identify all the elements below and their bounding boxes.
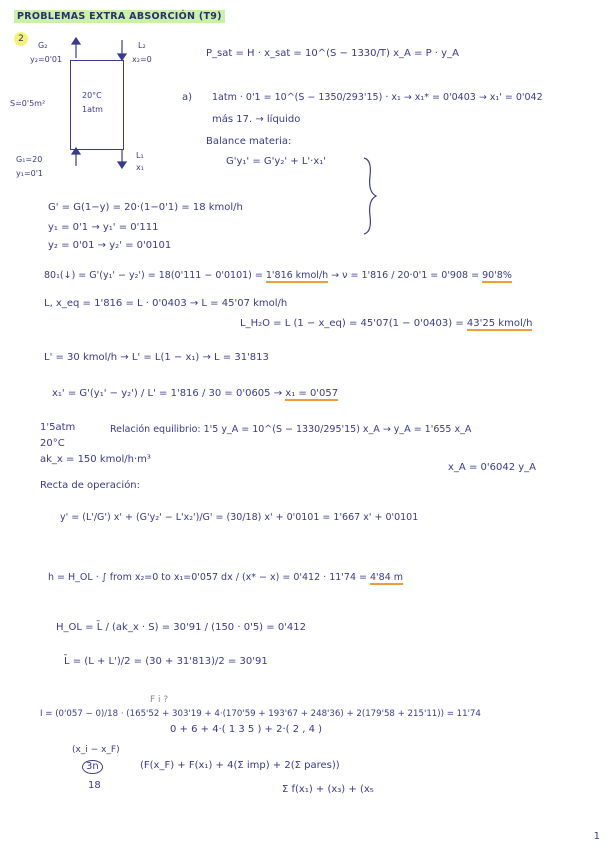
equation-part: 80₁(↓) = G'(y₁' − y₂') = 18(0'111 − 0'0101) = — [44, 270, 263, 281]
diagram-label: y₂=0'01 — [30, 55, 63, 64]
brace — [360, 156, 380, 236]
operation-line: y' = (L'/G') x' + (G'y₂' − L'x₂')/G' = (30/18) x' + 0'0101 = 1'667 x' + 0'0101 — [60, 512, 419, 523]
part-label: a) — [182, 92, 193, 103]
note-line: (F(x_F) + F(x₁) + 4(Σ imp) + 2(Σ pares)) — [140, 760, 340, 771]
equation-part: x₁' = G'(y₁' − y₂') / L' = 1'816 / 30 = 0'0605 → — [52, 388, 283, 399]
diagram-label: L₁ — [136, 151, 144, 160]
condition-line: 1'5atm — [40, 422, 76, 433]
equation-line: H_OL = L̄ / (ak_x · S) = 30'91 / (150 · 0'5) = 0'412 — [56, 622, 307, 633]
equation-line — [48, 572, 403, 584]
equation-line: 1atm · 0'1 = 10^(S − 1350/293'15) · x₁ → x₁* = 0'0403 → x₁' = 0'042 — [212, 92, 543, 103]
equation-line: G'y₁' = G'y₂' + L'·x₁' — [226, 156, 326, 167]
equation-line: L, x_eq = 1'816 = L · 0'0403 → L = 45'07 kmol/h — [44, 298, 288, 309]
condition-line: ak_x = 150 kmol/h·m³ — [40, 454, 151, 465]
section-heading: Recta de operación: — [40, 480, 141, 491]
problem-number: 2 — [14, 32, 28, 46]
circled-note: 3n — [82, 760, 103, 774]
diagram-label: L₂ — [138, 41, 146, 50]
equation-part: h = H_OL · ∫ from x₂=0 to x₁=0'057 dx / (x* − x) = 0'412 · 11'74 = — [48, 572, 367, 583]
equation-line: G' = G(1−y) = 20·(1−0'1) = 18 kmol/h — [48, 202, 243, 213]
diagram-label: S=0'5m² — [10, 99, 46, 108]
integral-line: I = (0'057 − 0)/18 · (165'52 + 303'19 + 4·(170'59 + 193'67 + 248'36) + 2(179'58 + 215'11)) = 11'74 — [40, 709, 481, 719]
text-line: más 17. → líquido — [212, 114, 301, 125]
diagram-label: G₁=20 — [16, 155, 43, 164]
highlighted-result: x₁ = 0'057 — [285, 388, 339, 399]
highlighted-result: 1'816 kmol/h — [265, 270, 329, 281]
equilibrium-line: x_A = 0'6042 y_A — [448, 462, 536, 473]
equation-psat: P_sat = H · x_sat = 10^(S − 1330/T) x_A = P · y_A — [206, 48, 459, 59]
equation-part: → ν = 1'816 / 20·0'1 = 0'908 = — [331, 270, 480, 281]
diagram-label: 1atm — [82, 105, 103, 114]
note-line — [82, 760, 103, 774]
diagram-label: x₁ — [136, 163, 144, 172]
equation-line: L̄ = (L + L')/2 = (30 + 31'813)/2 = 30'91 — [64, 656, 268, 667]
highlighted-result: 4'84 m — [370, 572, 404, 583]
diagram-label: G₂ — [38, 41, 48, 50]
annotation-line: 0 + 6 + 4·( 1 3 5 ) + 2·( 2 , 4 ) — [170, 724, 323, 735]
equation-line — [52, 388, 338, 400]
note-line: Σ f(x₁) + (x₃) + (x₅ — [282, 784, 374, 795]
equation-part: L_H₂O = L (1 − x_eq) = 45'07(1 − 0'0403) = — [240, 318, 464, 329]
diagram-label: x₂=0 — [132, 55, 152, 64]
highlighted-result: 43'25 kmol/h — [466, 318, 533, 329]
highlighted-result: 90'8% — [482, 270, 512, 281]
flow-arrows — [0, 0, 200, 190]
equation-line: y₁ = 0'1 → y₁' = 0'111 — [48, 222, 159, 233]
diagram-label: y₁=0'1 — [16, 169, 44, 178]
condition-line: 20°C — [40, 438, 65, 449]
note-line: 18 — [88, 780, 101, 791]
equation-line — [44, 270, 512, 282]
equilibrium-line: Relación equilibrio: 1'5 y_A = 10^(S − 1330/295'15) x_A → y_A = 1'655 x_A — [110, 424, 472, 435]
annotation: F i ? — [150, 695, 169, 705]
page-number: 1 — [593, 831, 600, 842]
equation-line — [240, 318, 532, 330]
text-line: Balance materia: — [206, 136, 292, 147]
equation-line: L' = 30 kmol/h → L' = L(1 − x₁) → L = 31'813 — [44, 352, 269, 363]
equation-line: y₂ = 0'01 → y₂' = 0'0101 — [48, 240, 172, 251]
page-title: PROBLEMAS EXTRA ABSORCIÓN (T9) — [14, 10, 225, 23]
diagram-label: 20°C — [82, 91, 102, 100]
note-line: (x_i − x_F) — [72, 745, 120, 755]
